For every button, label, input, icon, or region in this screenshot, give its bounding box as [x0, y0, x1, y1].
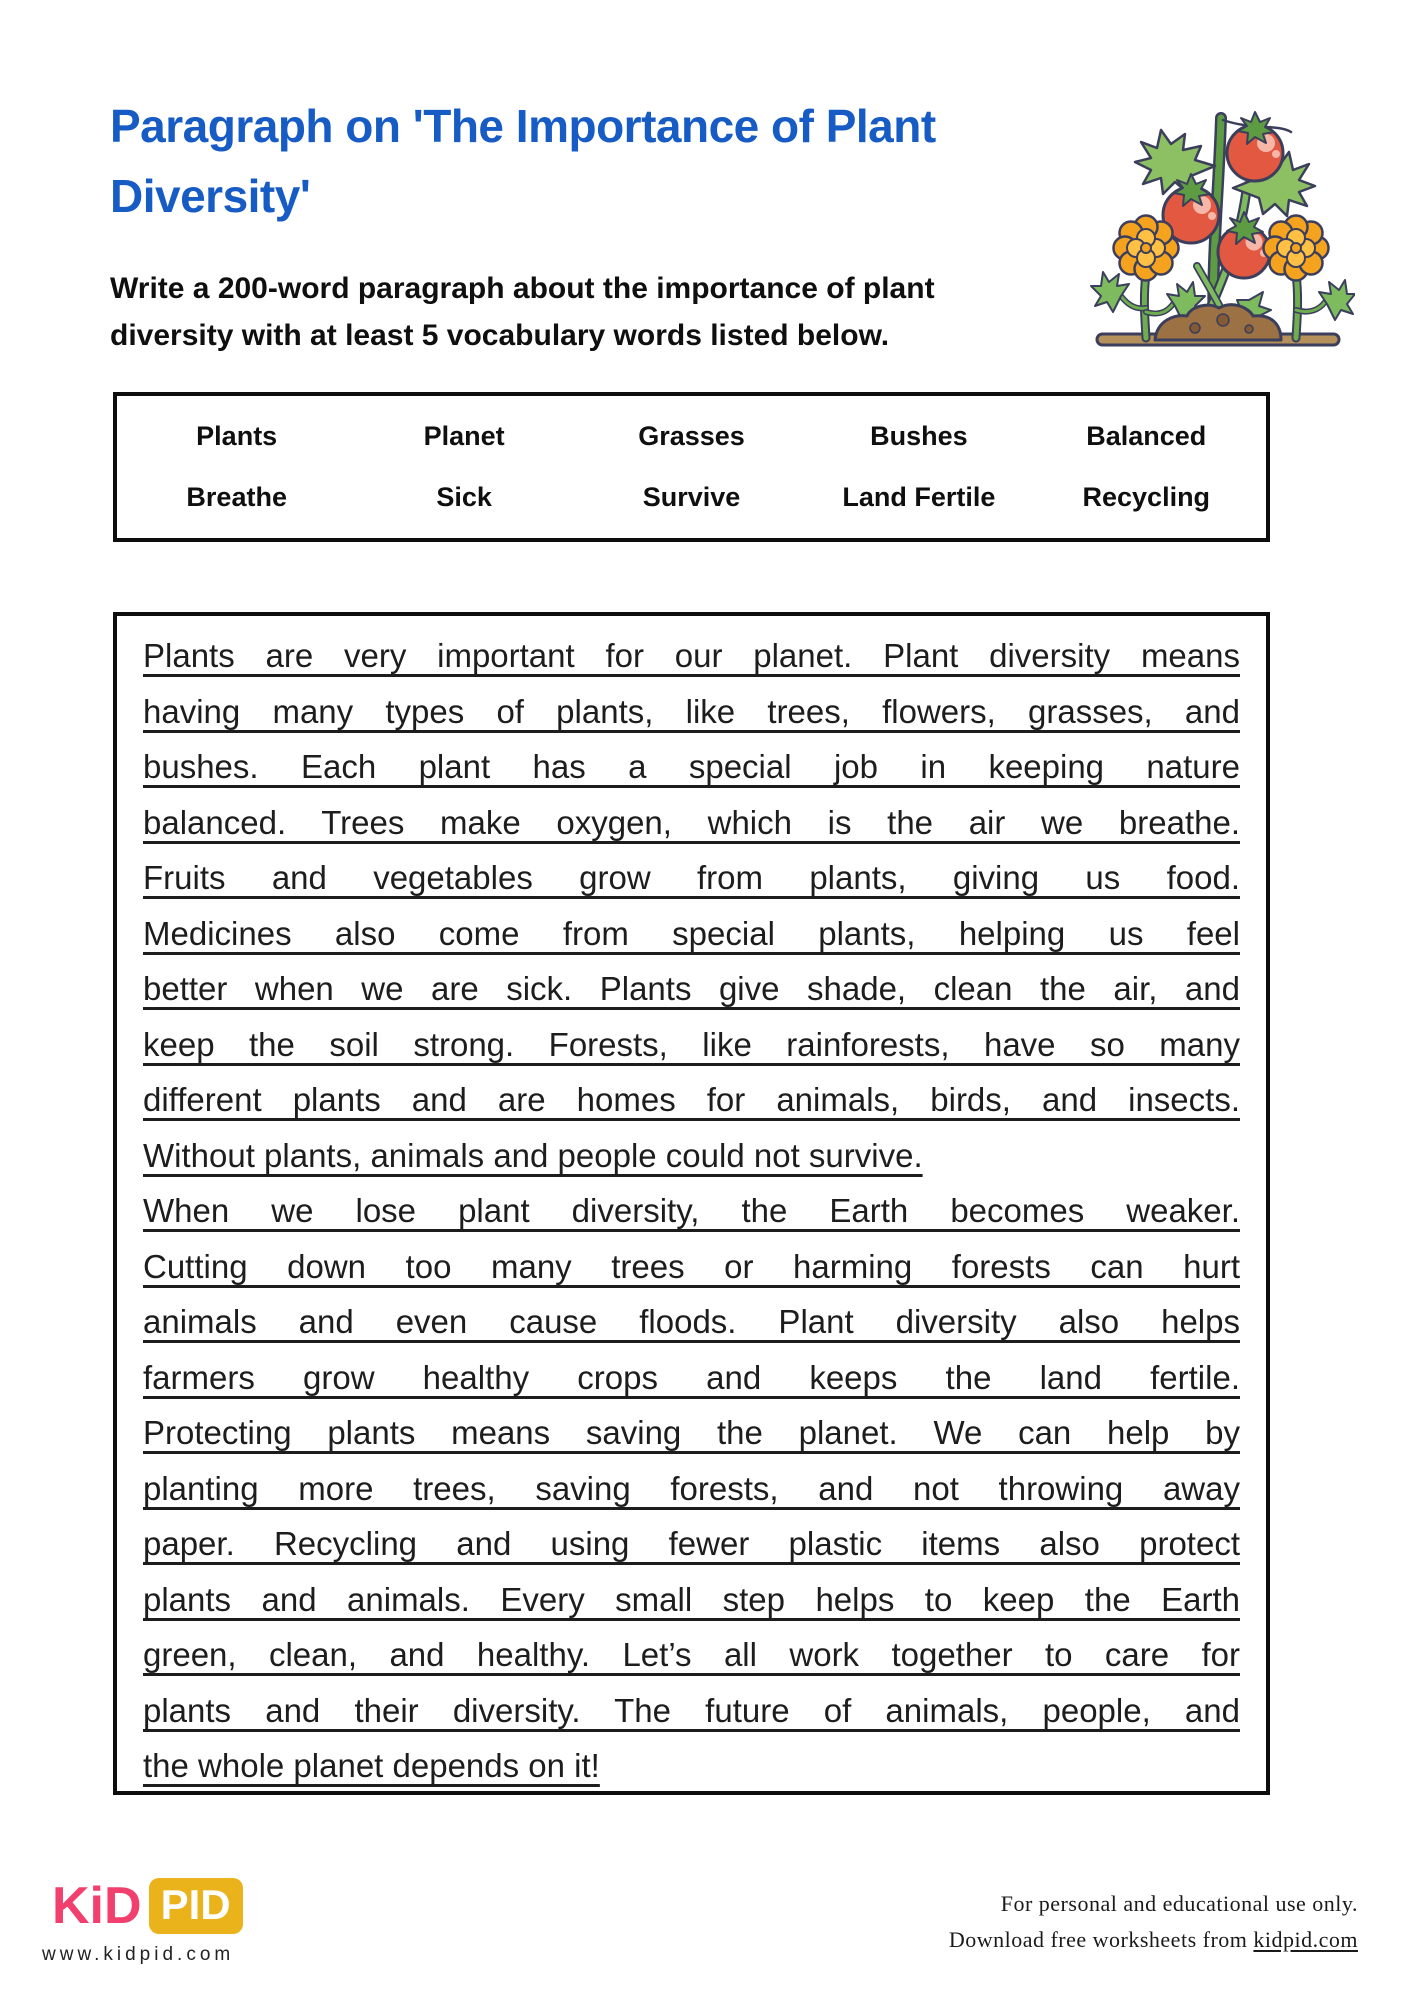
essay-line: When we lose plant diversity, the Earth becomes weaker. — [143, 1192, 1240, 1229]
usage-note-line1: For personal and educational use only. — [1000, 1891, 1358, 1916]
page-title — [110, 92, 936, 232]
essay-box — [113, 612, 1270, 1795]
essay-line: Medicines also come from special plants, helping us feel — [143, 914, 1240, 952]
tomato-bottom — [1218, 212, 1270, 278]
vocab-word: Plants — [196, 421, 278, 451]
essay-line: Cutting down too many trees or harming forests can hurt — [143, 1247, 1240, 1285]
plant-illustration — [1083, 68, 1355, 362]
essay-line: paper. Recycling and using fewer plastic items also protect — [143, 1525, 1240, 1562]
instruction-line2: diversity with at least 5 vocabulary words listed below. — [110, 318, 890, 352]
essay-line: Without plants, animals and people could not survive. — [143, 1136, 923, 1174]
essay-line: the whole planet depends on it! — [143, 1747, 600, 1784]
kidpid-logo-pid: PID — [149, 1878, 243, 1934]
kidpid-link[interactable]: kidpid.com — [1253, 1926, 1358, 1952]
vocab-word: Recycling — [1082, 482, 1211, 512]
marigold-right — [1264, 216, 1356, 339]
vocabulary-box — [113, 392, 1270, 542]
essay-line: green, clean, and healthy. Let’s all work together to care for — [143, 1636, 1240, 1673]
vocab-word: Grasses — [638, 421, 745, 451]
website-url: www.kidpid.com — [42, 1944, 235, 1965]
usage-note-line2-prefix: Download free worksheets from — [948, 1926, 1254, 1952]
essay-line: plants and animals. Every small step helps to keep the Earth — [143, 1580, 1240, 1618]
vocab-word: Breathe — [186, 482, 287, 512]
vocab-word: Balanced — [1086, 421, 1207, 451]
essay-line: having many types of plants, like trees, flowers, grasses, and — [143, 692, 1240, 730]
essay-line: farmers grow healthy crops and keeps the land fertile. — [143, 1358, 1240, 1396]
essay-line: keep the soil strong. Forests, like rainforests, have so many — [143, 1025, 1240, 1063]
kidpid-logo-kid: KiD — [52, 1877, 142, 1935]
instruction-line1: Write a 200-word paragraph about the importance of plant — [110, 272, 935, 305]
usage-note — [949, 1886, 1358, 1957]
essay-line: Plants are very important for our planet. Plant diversity means — [143, 637, 1240, 674]
vocab-word: Sick — [436, 482, 492, 512]
essay-line: different plants and are homes for animals, birds, and insects. — [143, 1081, 1240, 1118]
vocab-word: Planet — [423, 421, 505, 451]
vocab-word: Survive — [642, 482, 741, 512]
essay-line: Protecting plants means saving the planet. We can help by — [143, 1414, 1240, 1451]
instruction-text — [110, 266, 935, 359]
page-title-line2: Diversity' — [110, 169, 311, 222]
vocab-word: Bushes — [870, 421, 968, 451]
page-title-line1: Paragraph on 'The Importance of Plant — [110, 100, 936, 152]
essay-line: planting more trees, saving forests, and not throwing away — [143, 1469, 1240, 1507]
essay-line: Fruits and vegetables grow from plants, giving us food. — [143, 859, 1240, 896]
essay-line: bushes. Each plant has a special job in keeping nature — [143, 748, 1240, 785]
kidpid-logo — [52, 1876, 243, 1936]
essay-line: plants and their diversity. The future of animals, people, and — [143, 1691, 1240, 1729]
essay-line: better when we are sick. Plants give shade, clean the air, and — [143, 970, 1240, 1007]
usage-note-line2 — [949, 1922, 1358, 1958]
essay-line: animals and even cause floods. Plant diversity also helps — [143, 1303, 1240, 1340]
vocab-word: Land Fertile — [842, 482, 996, 512]
essay-line: balanced. Trees make oxygen, which is the air we breathe. — [143, 803, 1240, 841]
